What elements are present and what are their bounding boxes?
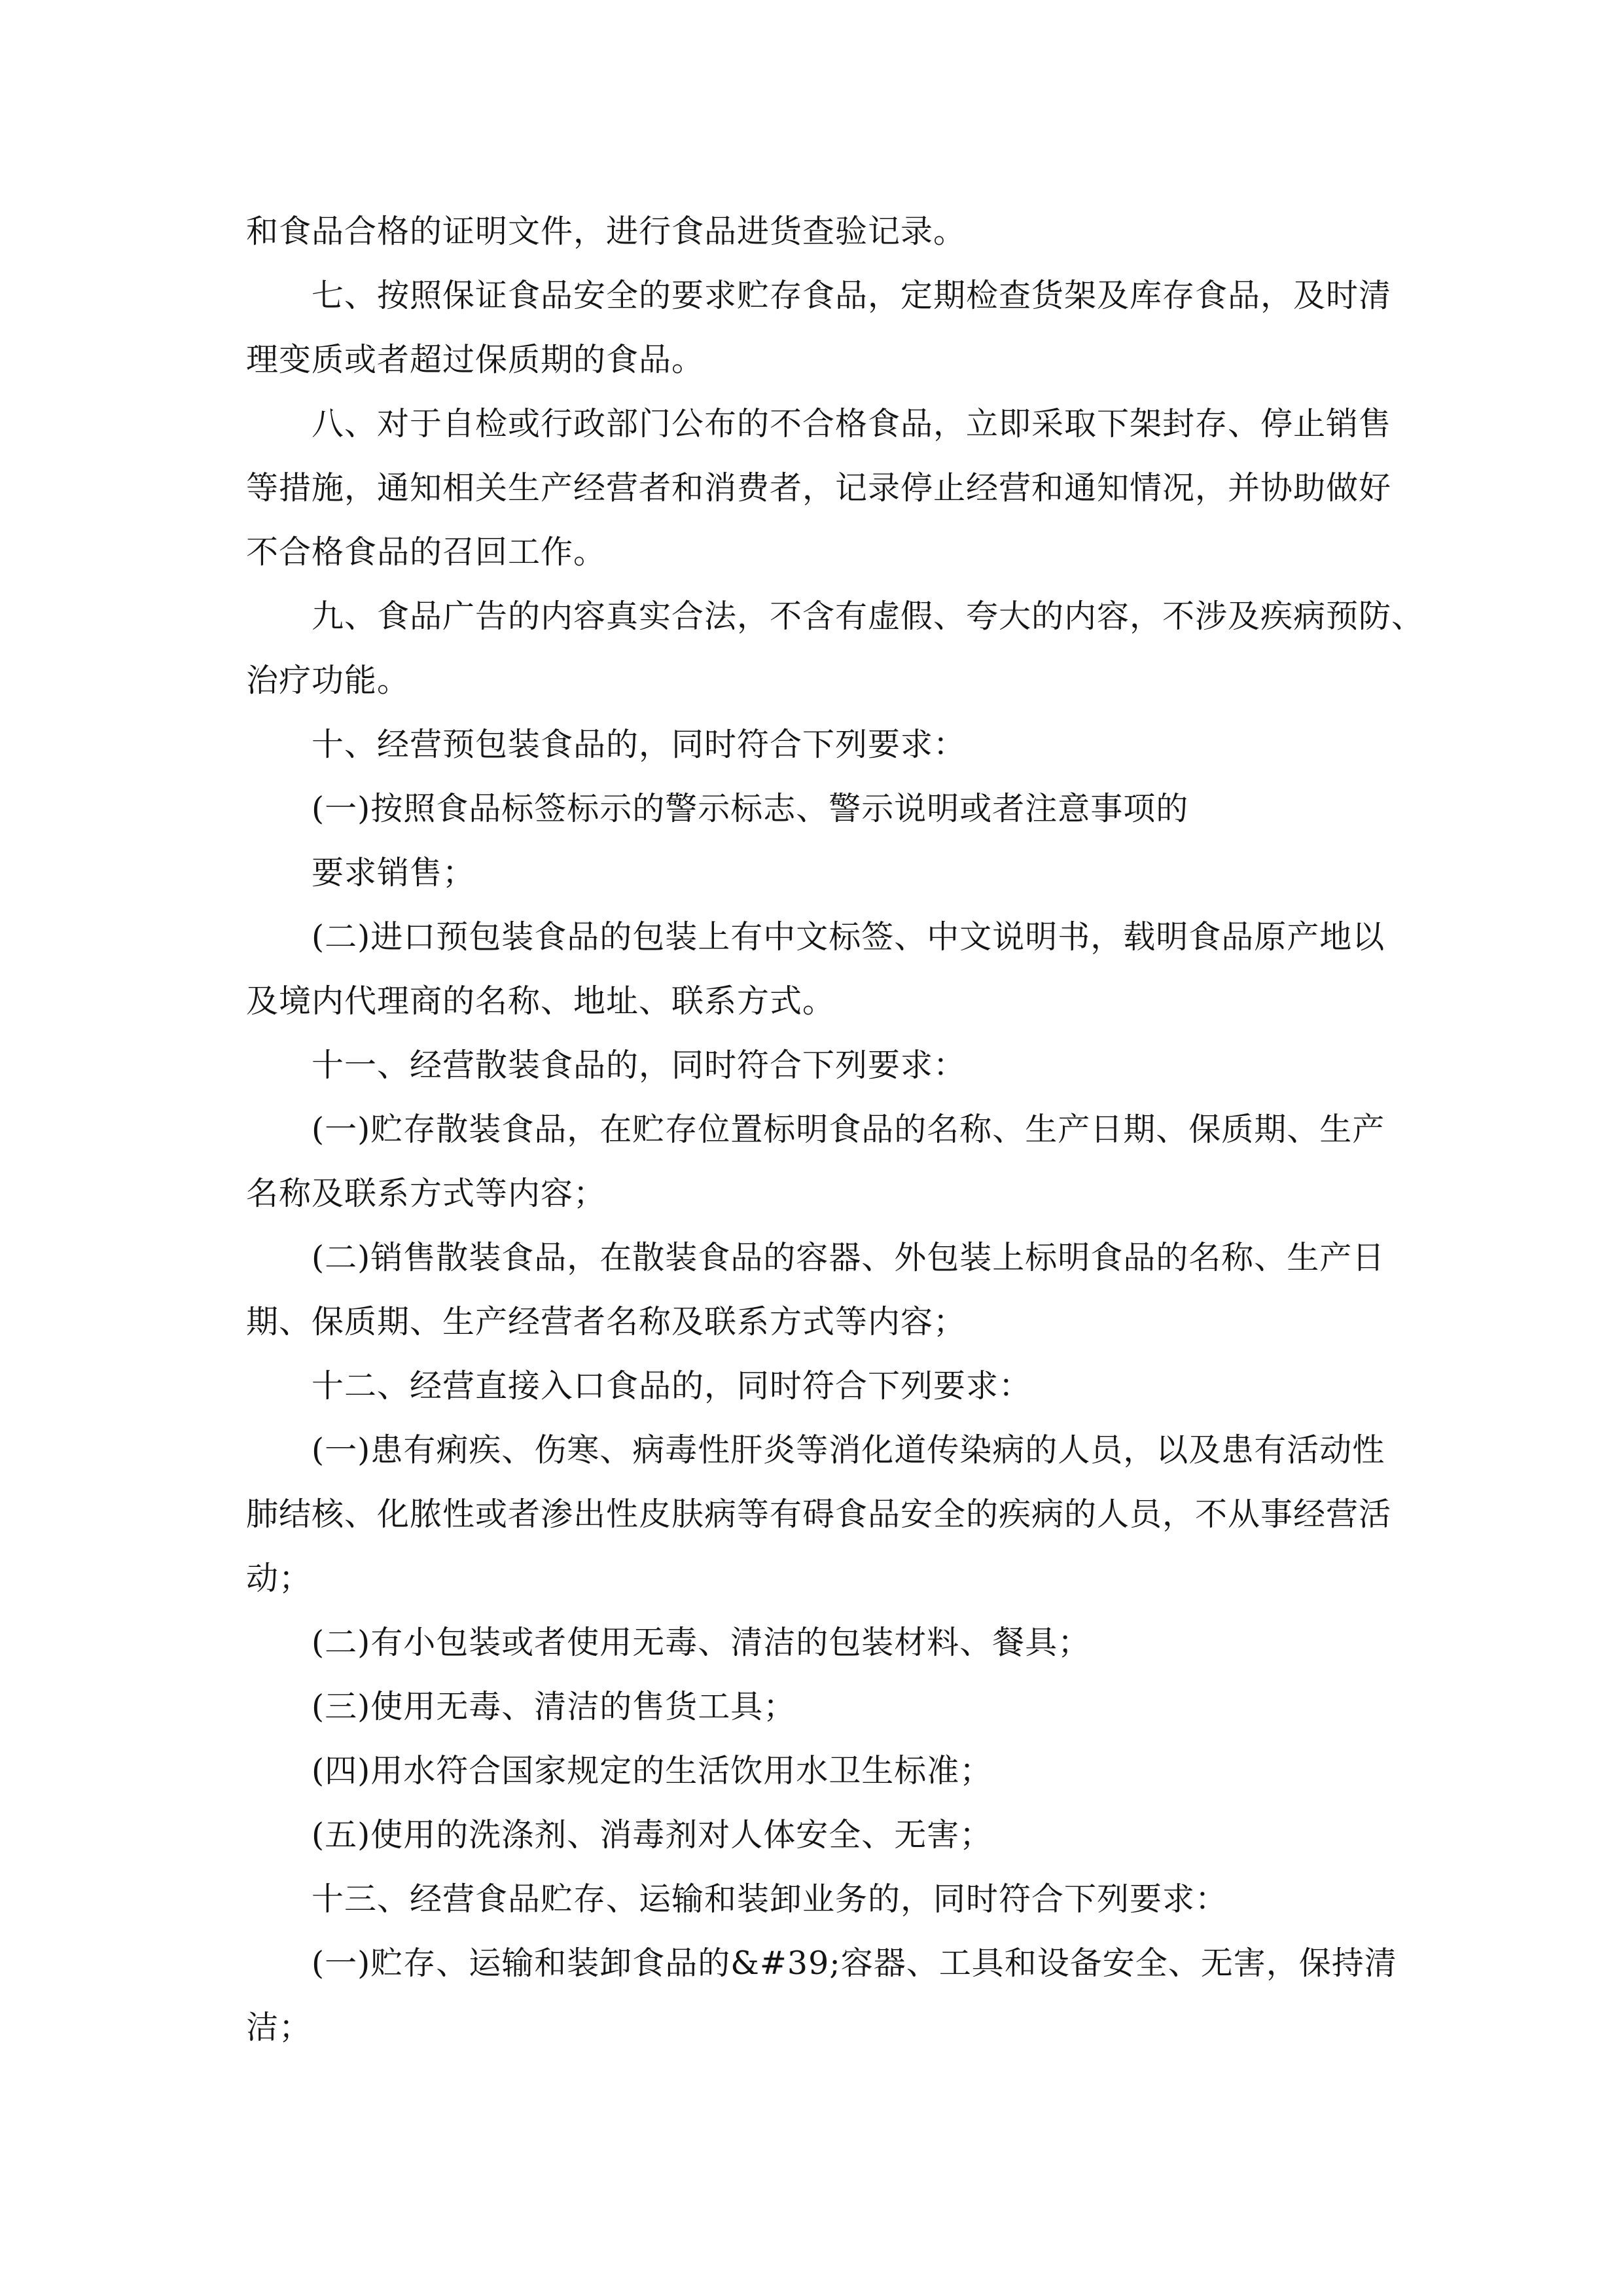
text-line: (五)使用的洗涤剂、消毒剂对人体安全、无害； — [312, 1816, 993, 1854]
text-line: (三)使用无毒、清洁的售货工具； — [312, 1688, 796, 1725]
text-line: 治疗功能。 — [246, 662, 410, 699]
text-line: (四)用水符合国家规定的生活饮用水卫生标准； — [312, 1752, 993, 1789]
text-line: 及境内代理商的名称、地址、联系方式。 — [246, 982, 836, 1020]
text-line: 等措施，通知相关生产经营者和消费者，记录停止经营和通知情况，并协助做好 — [246, 469, 1392, 507]
text-line: 理变质或者超过保质期的食品。 — [246, 341, 705, 378]
text-line: 九、食品广告的内容真实合法，不含有虚假、夸大的内容，不涉及疾病预防、 — [312, 598, 1425, 635]
text-line: 期、保质期、生产经营者名称及联系方式等内容； — [246, 1303, 967, 1340]
text-line: 七、按照保证食品安全的要求贮存食品，定期检查货架及库存食品，及时清 — [312, 277, 1392, 314]
text-line: 要求销售； — [312, 854, 476, 891]
text-line: (一)贮存、运输和装卸食品的&#39;容器、工具和设备安全、无害，保持清 — [312, 1945, 1397, 1982]
text-line: 八、对于自检或行政部门公布的不合格食品，立即采取下架封存、停止销售 — [312, 405, 1392, 442]
text-line: 肺结核、化脓性或者渗出性皮肤病等有碍食品安全的疾病的人员，不从事经营活 — [246, 1496, 1392, 1533]
text-line: 洁； — [246, 2009, 312, 2046]
text-line: 十二、经营直接入口食品的，同时符合下列要求： — [312, 1367, 1032, 1405]
text-line: (一)贮存散装食品，在贮存位置标明食品的名称、生产日期、保质期、生产 — [312, 1111, 1385, 1148]
document-body — [246, 200, 1425, 2060]
text-line: 不合格食品的召回工作。 — [246, 533, 607, 571]
text-line: (二)销售散装食品，在散装食品的容器、外包装上标明食品的名称、生产日 — [312, 1239, 1385, 1276]
text-line: 动； — [246, 1560, 312, 1597]
text-line: 名称及联系方式等内容； — [246, 1175, 607, 1212]
text-line: 十、经营预包装食品的，同时符合下列要求： — [312, 726, 967, 763]
text-line: 十三、经营食品贮存、运输和装卸业务的，同时符合下列要求： — [312, 1880, 1228, 1918]
text-line: (二)有小包装或者使用无毒、清洁的包装材料、餐具； — [312, 1624, 1091, 1661]
text-line: 十一、经营散装食品的，同时符合下列要求： — [312, 1047, 967, 1084]
text-line: 和食品合格的证明文件，进行食品进货查验记录。 — [246, 213, 967, 250]
text-line: (一)按照食品标签标示的警示标志、警示说明或者注意事项的 — [312, 790, 1189, 827]
text-line: (二)进口预包装食品的包装上有中文标签、中文说明书，载明食品原产地以 — [312, 918, 1385, 956]
text-line: (一)患有痢疾、伤寒、病毒性肝炎等消化道传染病的人员，以及患有活动性 — [312, 1431, 1385, 1469]
